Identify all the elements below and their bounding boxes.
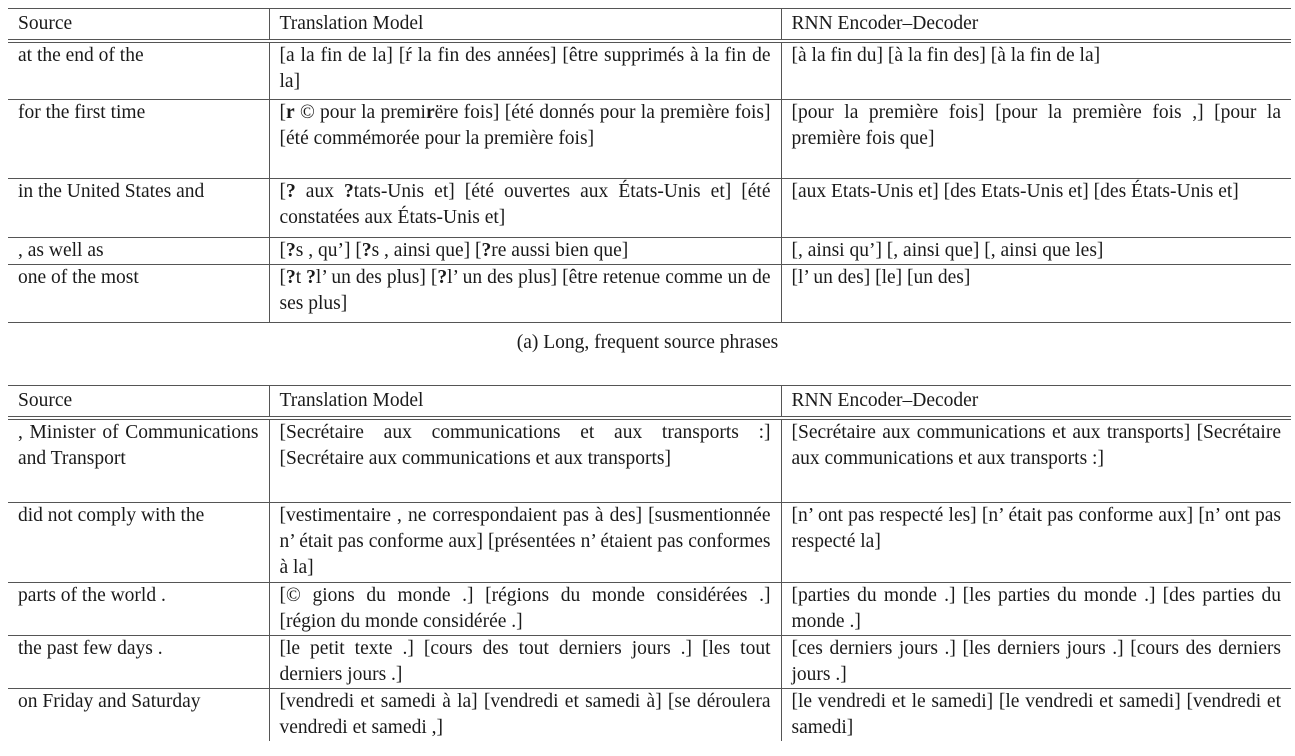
text-span: [ [279, 239, 286, 261]
source-cell: the past few days . [8, 635, 269, 688]
table-long-frequent-phrases [8, 8, 1291, 323]
text-span: t [295, 266, 307, 288]
text-span: aux [295, 180, 344, 202]
bold-glyph: ? [286, 266, 296, 288]
text-span: l’ un des plus] [ [315, 266, 438, 288]
bold-glyph: ? [286, 180, 296, 202]
text-span: s , qu’] [ [295, 239, 362, 261]
rnn-cell: [le vendredi et le samedi] [le vendredi et samedi] [vendredi et samedi] [791, 690, 1281, 738]
table-row [8, 418, 1291, 502]
header-source: Source [8, 9, 269, 42]
bold-glyph: ? [306, 266, 316, 288]
tm-cell: [vendredi et samedi à la] [vendredi et samedi à] [se déroulera vendredi et samedi ,] [269, 688, 781, 741]
tm-cell [269, 178, 781, 237]
header-translation-model: Translation Model [269, 9, 781, 42]
table-header-row [8, 9, 1291, 42]
bold-glyph: r [425, 101, 435, 123]
source-cell: for the first time [8, 99, 269, 178]
source-cell: parts of the world . [8, 582, 269, 635]
table-row [8, 99, 1291, 178]
rnn-cell: [pour la première fois] [pour la première fois ,] [pour la première fois que] [781, 99, 1291, 178]
bold-glyph: ? [286, 239, 296, 261]
text-span: l’ un des plus] [être retenue comme un de ses plus] [279, 266, 771, 314]
rnn-cell: [l’ un des] [le] [un des] [781, 264, 1291, 322]
tm-cell: [© gions du monde .] [régions du monde considérées .] [région du monde considérée .] [269, 582, 781, 635]
table-long-rare-phrases [8, 385, 1291, 741]
table-row [8, 582, 1291, 635]
text-span: s , ainsi que] [ [371, 239, 482, 261]
tm-cell [269, 264, 781, 322]
tm-cell [269, 237, 781, 264]
source-cell: at the end of the [8, 41, 269, 99]
text-span: ëre fois] [été donnés pour la première fois] [été commémorée pour la première fois] [279, 101, 771, 149]
table-row [8, 688, 1291, 741]
bold-glyph: ? [343, 180, 354, 202]
text-span: © pour la premi [294, 101, 426, 123]
header-source: Source [8, 386, 269, 419]
bold-glyph: ? [361, 239, 372, 261]
tm-cell: [a la fin de la] [ŕ la fin des années] [être supprimés à la fin de la] [269, 41, 781, 99]
text-span: tats-Unis et] [été ouvertes aux États-Unis et] [été constatées aux États-Unis et] [279, 180, 771, 228]
source-cell: did not comply with the [8, 502, 269, 582]
header-rnn-encoder-decoder: RNN Encoder–Decoder [781, 9, 1291, 42]
table-caption: (a) Long, frequent source phrases [516, 332, 779, 353]
bold-glyph: ? [437, 266, 448, 288]
rnn-cell: [aux Etats-Unis et] [des Etats-Unis et] [des États-Unis et] [781, 178, 1291, 237]
header-translation-model: Translation Model [269, 386, 781, 419]
text-span: [ [279, 101, 286, 123]
text-span: [ [279, 266, 286, 288]
rnn-cell: [Secrétaire aux communications et aux transports] [Secrétaire aux communications et aux transports :] [781, 418, 1291, 502]
source-cell: one of the most [8, 264, 269, 322]
tm-cell: [vestimentaire , ne correspondaient pas à des] [susmentionnée n’ était pas conforme aux] [présentées n’ étaient pas conformes à la] [269, 502, 781, 582]
tm-cell: [Secrétaire aux communications et aux transports :] [Secrétaire aux communications et aux transports] [269, 418, 781, 502]
rnn-cell: [ces derniers jours .] [les derniers jours .] [cours des derniers jours .] [781, 635, 1291, 688]
table-row [8, 502, 1291, 582]
tm-cell [269, 99, 781, 178]
source-cell: , as well as [8, 237, 269, 264]
rnn-cell: [, ainsi qu’] [, ainsi que] [, ainsi que les] [781, 237, 1291, 264]
table-row [8, 635, 1291, 688]
table-row [8, 178, 1291, 237]
text-span: [ [279, 180, 286, 202]
source-cell: on Friday and Saturday [8, 688, 269, 741]
rnn-cell: [n’ ont pas respecté les] [n’ était pas conforme aux] [n’ ont pas respecté la] [781, 502, 1291, 582]
source-cell: , Minister of Communications and Transport [8, 418, 269, 502]
bold-glyph: ? [481, 239, 492, 261]
table-header-row [8, 386, 1291, 419]
bold-glyph: r [286, 101, 295, 123]
table-row [8, 41, 1291, 99]
table-row [8, 264, 1291, 322]
rnn-cell: [à la fin du] [à la fin des] [à la fin de la] [781, 41, 1291, 99]
tm-cell: [le petit texte .] [cours des tout derniers jours .] [les tout derniers jours .] [269, 635, 781, 688]
rnn-cell: [parties du monde .] [les parties du monde .] [des parties du monde .] [781, 582, 1291, 635]
text-span: re aussi bien que] [491, 239, 629, 261]
table-row [8, 237, 1291, 264]
header-rnn-encoder-decoder: RNN Encoder–Decoder [781, 386, 1291, 419]
source-cell: in the United States and [8, 178, 269, 237]
